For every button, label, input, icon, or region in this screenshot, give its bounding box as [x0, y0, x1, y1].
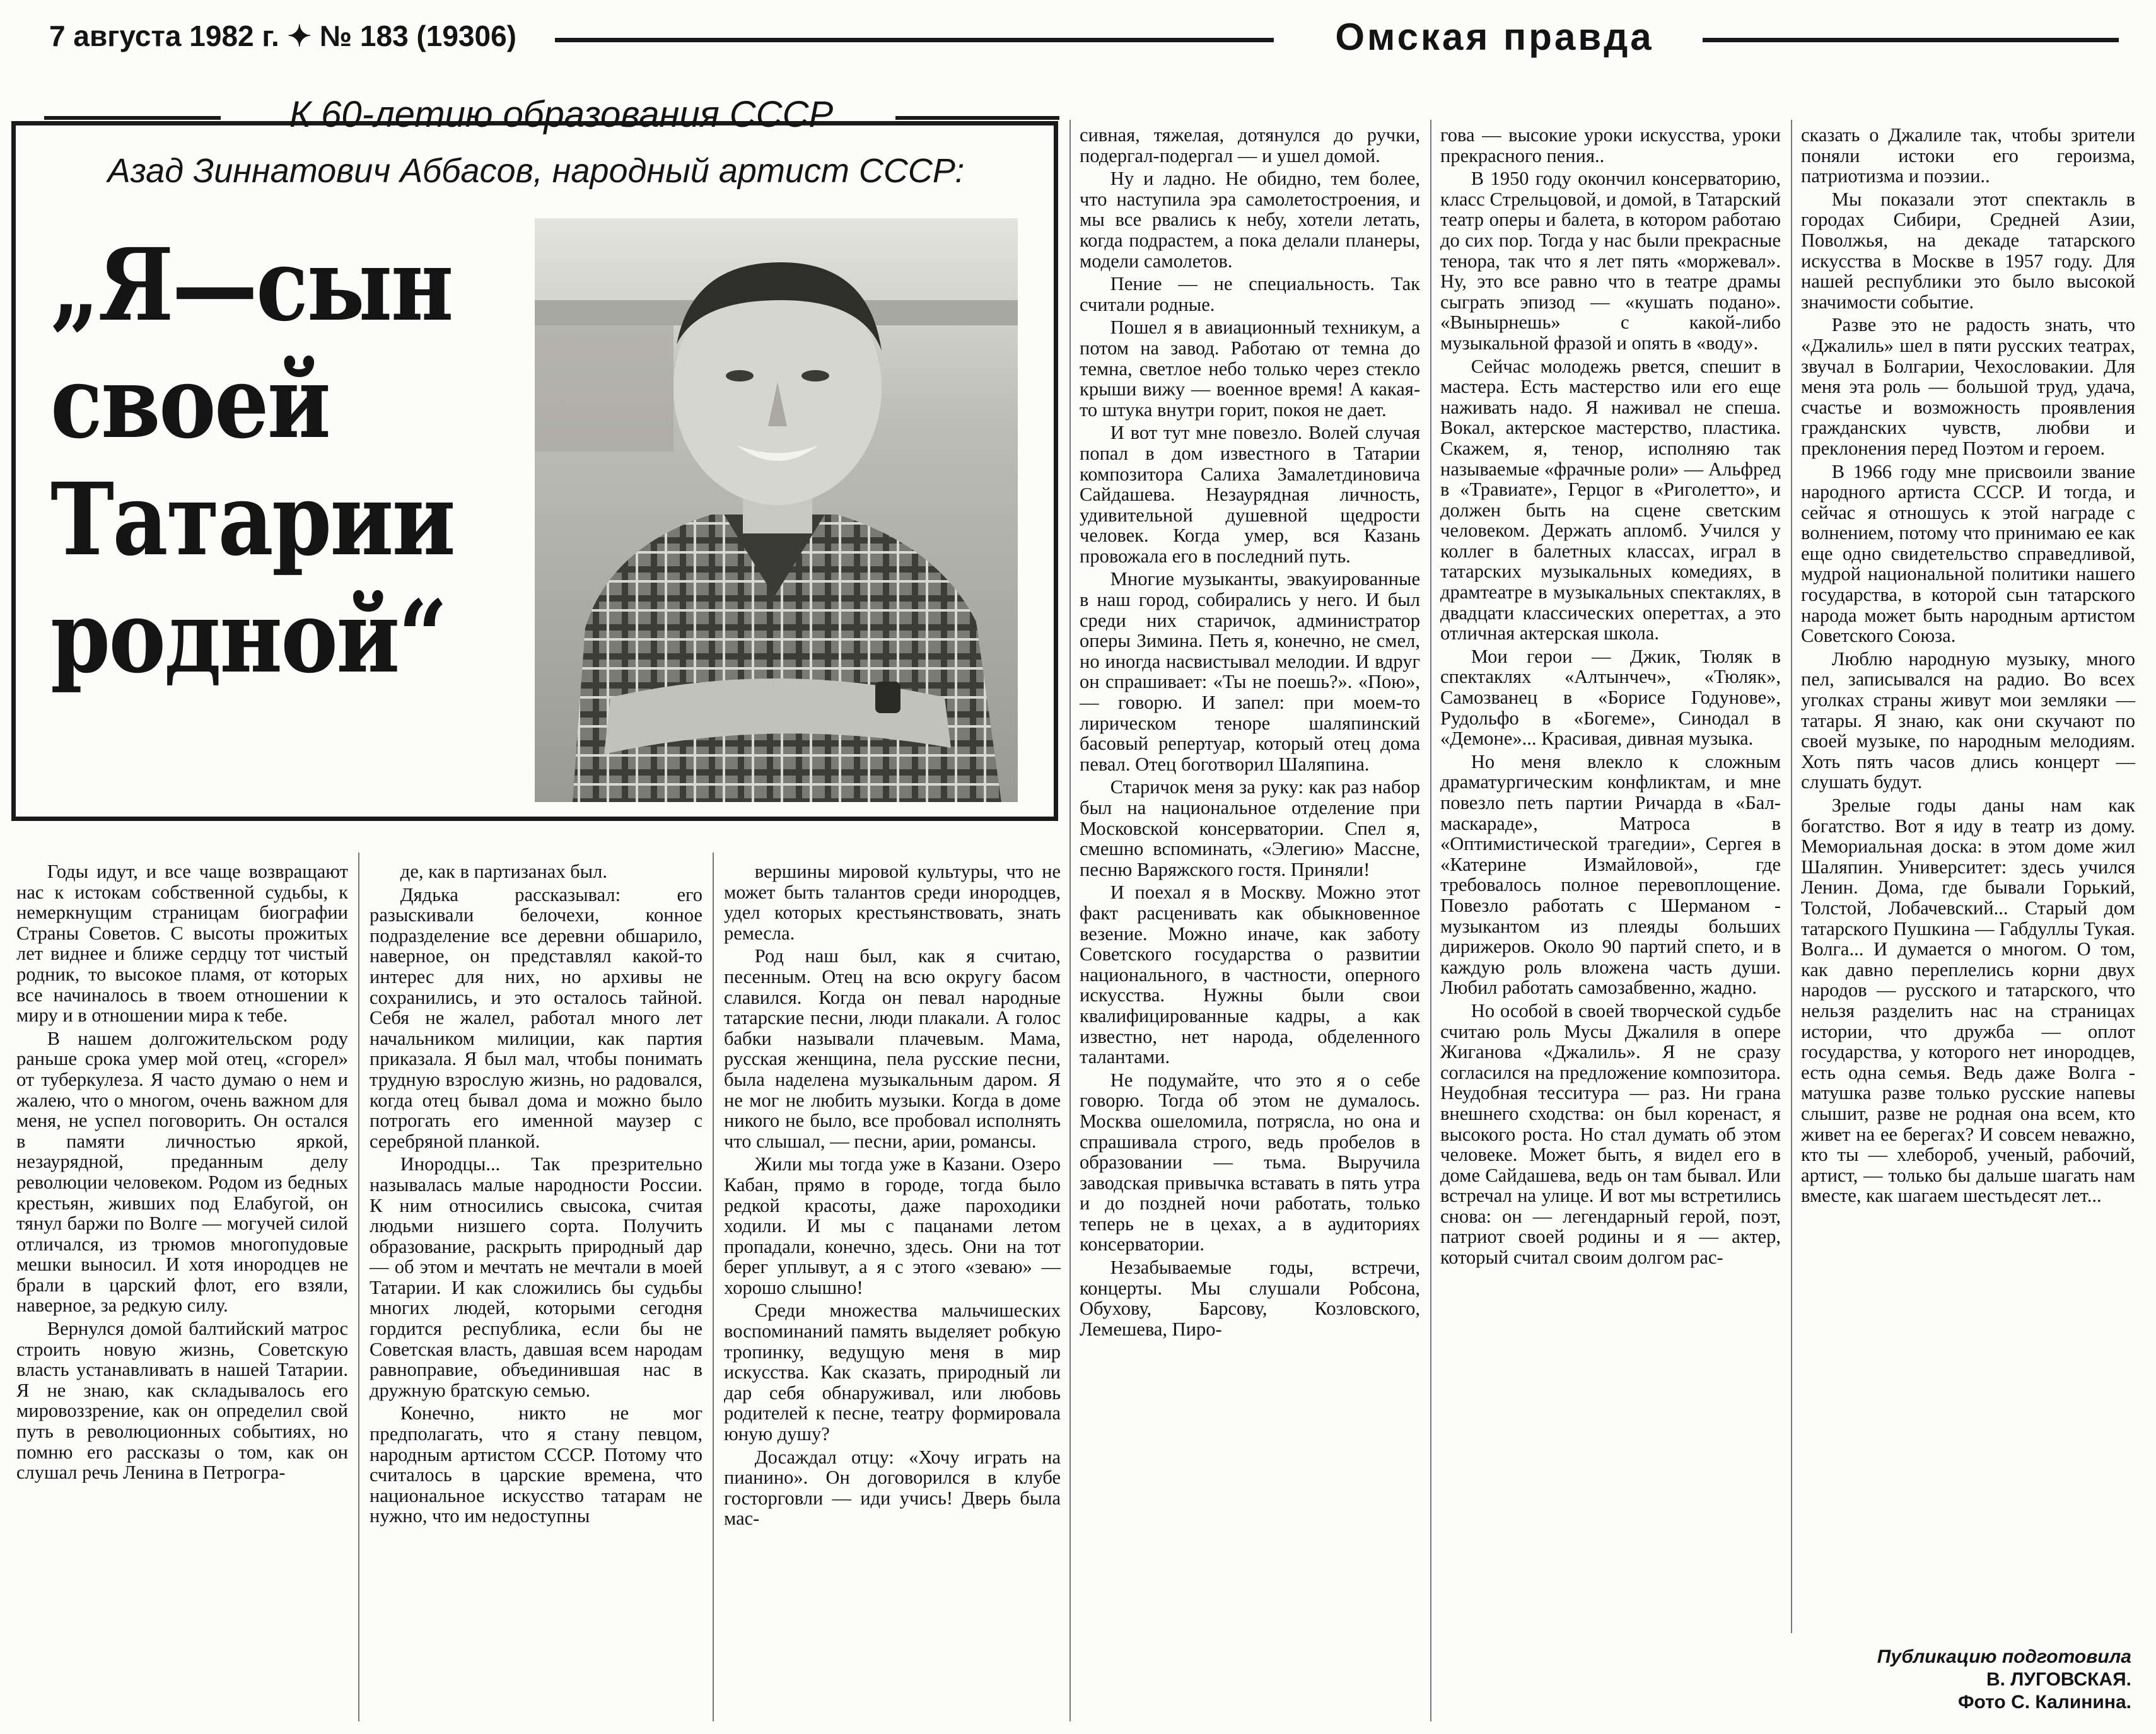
credit-photo: Фото С. Калинина.	[1957, 1692, 2131, 1713]
paragraph: Конечно, никто не мог предполагать, что я стану певцом, народным артистом СССР. Потому что считалось в царские времена, что национальное искусство татарам не нужно, что им недоступны	[370, 1402, 702, 1527]
rubric-text: К 60-летию образования СССР	[289, 94, 834, 135]
portrait-illustration	[535, 218, 1018, 802]
paragraph: Досаждал отцу: «Хочу играть на пианино». Он договорился в клубе госторговли — иди учись! Дверь была мас-	[724, 1446, 1061, 1530]
credit-prepared-by: Публикацию подготовила	[1877, 1646, 2131, 1667]
paragraph: В 1950 году окончил консерваторию, класс Стрельцовой, и домой, в Татарский театр оперы и балета, в котором работаю до сих пор. Тогда у нас были прекрасные тенора, так что я лет пять «моржевал». Ну, это все равно что в театре драмы сыграть эпизод — «кушать подано». «Вынырнешь» с какой-либо музыкальной фразой и опять в «воду».	[1440, 168, 1781, 354]
masthead-rule-right	[1703, 38, 2119, 42]
paragraph: В 1966 году мне присвоили звание народного артиста СССР. И тогда, и сейчас я отношусь к этой награде с волнением, потому что принимаю ее как еще одно свидетельство справедливой, мудрой национальной политики нашего государства, в которой сын татарского народа может быть народным артистом Советского Союза.	[1801, 460, 2135, 647]
paragraph: Незабываемые годы, встречи, концерты. Мы слушали Робсона, Обухову, Барсову, Козловского, Лемешева, Пиро-	[1080, 1257, 1420, 1340]
headline	[50, 227, 452, 696]
paragraph: Дядька рассказывал: его разыскивали белочехи, конное подразделение все деревни обшарило, наверное, он представлял какой-то интерес для них, но архивы не сохранились, и это осталось тайной. Себя не жалел, работал много лет начальником милиции, как партия приказала. Я был мал, чтобы понимать трудную взрослую жизнь, но радовался, когда отец бывал дома и можно было потрогать его именной маузер с серебряной планкой.	[370, 883, 702, 1152]
rubric-rule-left	[44, 116, 221, 120]
paragraph: гова — высокие уроки искусства, уроки прекрасного пения..	[1440, 124, 1781, 166]
paragraph: Вернулся домой балтийский матрос строить новую жизнь, Советскую власть устанавливать в нашей Татарии. Я не знаю, как складывалось его мировоззрение, как он определил свой путь в революционных событиях, но помню его рассказы о том, как он слушал речь Ленина в Петрогра-	[16, 1318, 348, 1484]
paragraph: Разве это не радость знать, что «Джалиль» шел в пяти русских театрах, звучал в Болгарии, Чехословакии. Для меня эта роль — большой труд, удача, счастье и возможность проявления гражданских чувств, любви и преклонения перед Поэтом и героем.	[1801, 314, 2135, 459]
paragraph: Годы идут, и все чаще возвращают нас к истокам собственной судьбы, к немеркнущим страницам биографии Страны Советов. С высоты прожитых лет виднее и ближе сердцу тот чистый родник, то высокое пламя, от которых все начиналось в твоем отношении к миру и в отношении мира к тебе.	[16, 861, 348, 1027]
paragraph: Пение — не специальность. Так считали родные.	[1080, 273, 1420, 315]
paragraph: вершины мировой культуры, что не может быть талантов среди инородцев, удел которых крестьянствовать, знать ремесла.	[724, 861, 1061, 944]
text-column-4	[1080, 125, 1420, 1339]
paragraph: Жили мы тогда уже в Казани. Озеро Кабан, прямо в городе, тогда было редкой красоты, даже пароходики ходили. И мы с пацанами летом пропадали, конечно, здесь. Они на тот берег уплывут, а я с этого «зеваю» — хорошо слышно!	[724, 1153, 1061, 1298]
paragraph: де, как в партизанах был.	[400, 861, 607, 882]
paragraph: Мои герои — Джик, Тюляк в спектаклях «Алтынчеч», «Тюляк», Самозванец в «Борисе Годунове», Рудольфо в «Богеме», Синодал в «Демоне»... Красивая, дивная музыка.	[1440, 645, 1781, 750]
headline-line-2: своей	[50, 344, 330, 461]
column-rule-1	[358, 852, 359, 1721]
paragraph: Ну и ладно. Не обидно, тем более, что наступила эра самолетостроения, и мы все рвались к небу, хотели летать, когда подрастем, а пока делали планеры, модели самолетов.	[1080, 168, 1420, 272]
paragraph: И вот тут мне повезло. Волей случая попал в дом известного в Татарии композитора Салиха Замалетдиновича Сайдашева. Незаурядная личность, удивительной душевной щедрости человек. Когда умер, вся Казань провожала его в последний путь.	[1080, 422, 1420, 567]
paragraph: Инородцы... Так презрительно называлась малые народности России. К ним относились свысока, считая людьми низшего сорта. Получить образование, раскрыть природный дар — об этом и мечтать не мечтали в моей Татарии. И как сложились бы судьбы многих людей, которыми сегодня гордится республика, если бы не Советская власть, давшая всем народам равноправие, объединившая нас в дружную братскую семью.	[370, 1153, 702, 1401]
rubric-rule-right	[895, 116, 1059, 120]
paragraph: Среди множества мальчишеских воспоминаний память выделяет робкую тропинку, ведущую меня в мир искусства. Как сказать, природный ли дар себя обнаруживал, или любовь родителей к песне, театру формировала юную душу?	[724, 1300, 1061, 1445]
paragraph: Но меня влекло к сложным драматургическим конфликтам, и мне повезло петь партии Ричарда в «Бал-маскараде», Матроса в «Оптимистической трагедии», Сергея в «Катерине Измайловой», где требовалось полное перевоплощение. Повезло работать с Шерманом - музыкантом из плеяды больших дирижеров. Около 90 партий спето, и в каждую роль вложена часть души. Любил работать самозабвенно, жадно.	[1440, 750, 1781, 999]
paragraph: Многие музыканты, эвакуированные в наш город, собирались у него. И был среди них старичок, администратор оперы Зимина. Петь я, конечно, не смел, но иногда насвистывал мелодии. И вдруг он спрашивает: «Ты не поешь?». «Пою», — говорю. И запел: при моем-то лирическом теноре шаляпинский басовый репертуар, который отец дома певал. Отец боготворил Шаляпина.	[1080, 568, 1420, 775]
paragraph: сказать о Джалиле так, чтобы зрители поняли истоки его героизма, патриотизма и поэзии..	[1801, 124, 2135, 187]
paragraph: Сейчас молодежь рвется, спешит в мастера. Есть мастерство или его еще наживать надо. Я наживал не спеша. Вокал, актерское мастерство, пластика. Скажем, я, тенор, исполняю так называемые «фрачные роли» — Альфред в «Травиате», Герцог в «Риголетто», и должен быть на сцене светским человеком. Держать апломб. Учился у коллег в балетных классах, играл в татарских музыкальных комедиях, в драмтеатре в музыкальных спектаклях, в двадцати классических опереттах, а это отличная актерская школа.	[1440, 355, 1781, 644]
text-column-5	[1440, 125, 1781, 1268]
subhead: Азад Зиннатович Аббасов, народный артист СССР:	[107, 152, 965, 190]
masthead-rule-left	[555, 38, 1274, 42]
paragraph: Пошел я в авиационный техникум, а потом на завод. Работаю от темна до темна, светлое небо только через стекло крыши вижу — военное время! А какая-то штука внутри горит, покоя не дает.	[1080, 317, 1420, 421]
portrait-photo	[535, 218, 1018, 802]
newspaper-name: Омская правда	[1335, 16, 1654, 58]
column-rule-2	[713, 852, 714, 1721]
column-rule-4	[1430, 120, 1431, 1721]
text-column-2	[370, 861, 702, 1527]
paragraph: В нашем долгожительском роду раньше срока умер мой отец, «сгорел» от туберкулеза. Я часто думаю о нем и жалею, что о многом, очень важном для меня, не успел поговорить. Он остался в памяти личностью яркой, незаурядной, преданным делу революции человеком. Родом из бедных крестьян, живших под Елабугой, он тянул баржи по Волге — могучей силой отличался, из трюмов многопудовые мешки выносил. И хотя инородцев не брали в царский флот, его взяли, наверное, за редкую силу.	[16, 1027, 348, 1317]
rubric	[25, 93, 1072, 144]
text-column-1	[16, 861, 348, 1483]
column-rule-3	[1069, 120, 1071, 1721]
headline-line-4: родной“	[50, 579, 446, 695]
paragraph: Старичок меня за руку: как раз набор был на национальное отделение при Московской консерватории. Спел я, смешно вспоминать, «Элегию» Массне, песню Варяжского гостя. Приняли!	[1080, 776, 1420, 880]
paragraph: Люблю народную музыку, много пел, записывался на радио. Во всех уголках страны живут мои земляки — татары. Я знаю, как они скучают по своей музыке, по народным мелодиям. Хоть пять часов длись концерт — слушать будут.	[1801, 648, 2135, 793]
paragraph: Но особой в своей творческой судьбе считаю роль Мусы Джалиля в опере Жиганова «Джалиль». Я не сразу согласился на предложение композитора. Неудобная тесситура — раз. Ни грана внешнего сходства: он был коренаст, я высокого роста. Но стал думать об этом человеке. Может быть, я видел его в доме Сайдашева, ведь он там бывал. Или встречал на улице. И вот мы встретились снова: он — легендарный герой, поэт, патриот своей родины и я — актер, который считал своим долгом рас-	[1440, 999, 1781, 1269]
issue-date-number: 7 августа 1982 г. ✦ № 183 (19306)	[49, 20, 516, 52]
column-rule-5	[1791, 120, 1792, 1633]
headline-line-3: Татарии	[50, 462, 454, 578]
text-column-6	[1801, 125, 2135, 1206]
text-column-3	[724, 861, 1061, 1529]
paragraph: Род наш был, как я считаю, песенным. Отец на всю округу басом славился. Когда он певал народные татарские песни, люди плакали. А голос бабки называли плачевым. Мама, русская женщина, пела русские песни, была наделена музыкальным даром. Я не мог не любить музыки. Когда в доме никого не было, все пробовал исполнять что слышал, — песни, арии, романсы.	[724, 945, 1061, 1152]
paragraph: сивная, тяжелая, дотянулся до ручки, подергал-подергал — и ушел домой.	[1080, 124, 1420, 166]
paragraph: И поехал я в Москву. Можно этот факт расценивать как обыкновенное везение. Можно иначе, как заботу Советского государства о развитии национального, в частности, оперного искусства. Нужны были свои квалифицированные кадры, а как известно, нет народа, обделенного талантами.	[1080, 882, 1420, 1068]
paragraph: Мы показали этот спектакль в городах Сибири, Средней Азии, Поволжья, на декаде татарского искусства в Москве в 1957 году. Для нашей республики это было высокой значимости событие.	[1801, 188, 2135, 313]
credit-author: В. ЛУГОВСКАЯ.	[1986, 1669, 2131, 1690]
headline-line-1: „Я—сын	[50, 227, 452, 344]
publication-credit	[1785, 1646, 2131, 1714]
paragraph: Зрелые годы даны нам как богатство. Вот я иду в театр из дому. Мемориальная доска: в этом доме жил Шаляпин. Университет: здесь учился Ленин. Дома, где бывали Горький, Толстой, Лобачевский... Старый дом татарского Пушкина — Габдуллы Тукая. Волга... И думается о многом. О том, как давно переплелись корни двух народов — русского и татарского, что нельзя разделить нас на страницах истории, что дружба — оплот государства, у которого нет инородцев, есть одна семья. Ведь даже Волга - матушка разве только русские напевы слышит, разве не родная она всем, кто живет на ее берегах? И совсем неважно, кто ты — хлебороб, ученый, рабочий, артист, — только бы дальше шагать нам вместе, как шагаем шестьдесят лет...	[1801, 794, 2135, 1207]
paragraph: Не подумайте, что это я о себе говорю. Тогда об этом не думалось. Москва ошеломила, потрясла, но она и спрашивала строго, ведь пробелов в образовании — тьма. Выручила заводская привычка вставать в пять утра и до поздней ночи работать, только теперь не в цехах, а в аудиториях консерватории.	[1080, 1069, 1420, 1255]
